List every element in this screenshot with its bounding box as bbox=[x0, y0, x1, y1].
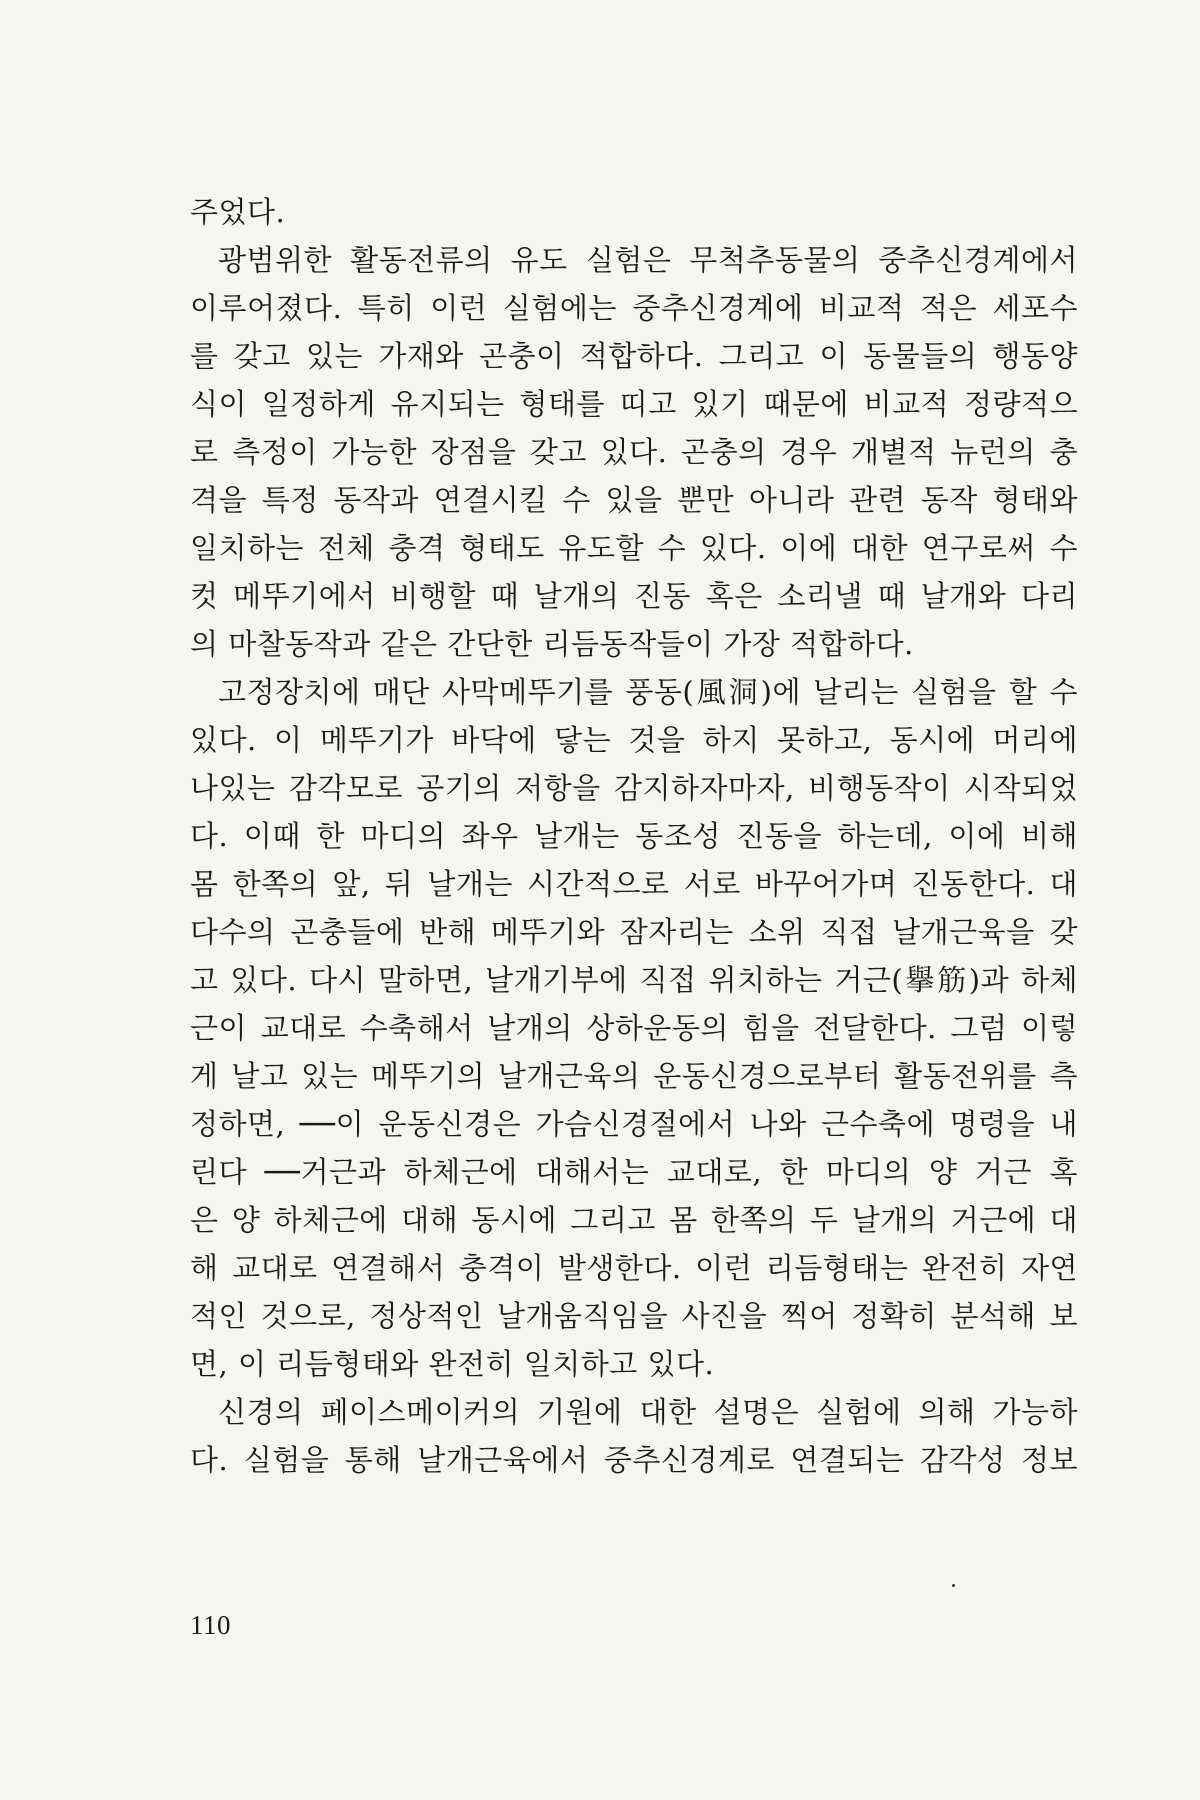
text-line: 근이 교대로 수축해서 날개의 상하운동의 힘을 전달한다. 그럼 이렇 bbox=[190, 1011, 1078, 1045]
text-line: 적인 것으로, 정상적인 날개움직임을 사진을 찍어 정확히 분석해 보 bbox=[190, 1299, 1078, 1333]
text-line: 신경의 페이스메이커의 기원에 대한 설명은 실험에 의해 가능하 bbox=[218, 1395, 1078, 1429]
text-line: 광범위한 활동전류의 유도 실험은 무척추동물의 중추신경계에서 bbox=[218, 243, 1078, 277]
text-line: 격을 특정 동작과 연결시킬 수 있을 뿐만 아니라 관련 동작 형태와 bbox=[190, 483, 1078, 517]
text-line: 면, 이 리듬형태와 완전히 일치하고 있다. bbox=[190, 1347, 715, 1381]
text-line: 의 마찰동작과 같은 간단한 리듬동작들이 가장 적합하다. bbox=[190, 627, 914, 661]
text-line: 다. 이때 한 마디의 좌우 날개는 동조성 진동을 하는데, 이에 비해 bbox=[190, 819, 1078, 853]
text-line: 나있는 감각모로 공기의 저항을 감지하자마자, 비행동작이 시작되었 bbox=[190, 771, 1078, 805]
text-line: 은 양 하체근에 대해 동시에 그리고 몸 한쪽의 두 날개의 거근에 대 bbox=[190, 1203, 1078, 1237]
text-line: 일치하는 전체 충격 형태도 유도할 수 있다. 이에 대한 연구로써 수 bbox=[190, 531, 1078, 565]
ink-speck bbox=[952, 1584, 955, 1587]
text-line: 게 날고 있는 메뚜기의 날개근육의 운동신경으로부터 활동전위를 측 bbox=[190, 1059, 1078, 1093]
page-number: 110 bbox=[190, 1610, 231, 1640]
text-line: 린다 ──거근과 하체근에 대해서는 교대로, 한 마디의 양 거근 혹 bbox=[190, 1155, 1078, 1189]
text-line: 주었다. bbox=[190, 195, 286, 229]
text-line: 고 있다. 다시 말하면, 날개기부에 직접 위치하는 거근(擧筋)과 하체 bbox=[190, 963, 1078, 997]
text-line: 고정장치에 매단 사막메뚜기를 풍동(風洞)에 날리는 실험을 할 수 bbox=[218, 675, 1078, 709]
text-line: 로 측정이 가능한 장점을 갖고 있다. 곤충의 경우 개별적 뉴런의 충 bbox=[190, 435, 1078, 469]
text-line: 다. 실험을 통해 날개근육에서 중추신경계로 연결되는 감각성 정보 bbox=[190, 1443, 1078, 1477]
text-line: 식이 일정하게 유지되는 형태를 띠고 있기 때문에 비교적 정량적으 bbox=[190, 387, 1078, 421]
text-line: 해 교대로 연결해서 충격이 발생한다. 이런 리듬형태는 완전히 자연 bbox=[190, 1251, 1078, 1285]
body-text bbox=[190, 192, 1078, 1488]
text-line: 를 갖고 있는 가재와 곤충이 적합하다. 그리고 이 동물들의 행동양 bbox=[190, 339, 1078, 373]
text-line: 이루어졌다. 특히 이런 실험에는 중추신경계에 비교적 적은 세포수 bbox=[190, 291, 1078, 325]
text-line: 다수의 곤충들에 반해 메뚜기와 잠자리는 소위 직접 날개근육을 갖 bbox=[190, 915, 1078, 949]
text-line: 있다. 이 메뚜기가 바닥에 닿는 것을 하지 못하고, 동시에 머리에 bbox=[190, 723, 1078, 757]
text-line: 컷 메뚜기에서 비행할 때 날개의 진동 혹은 소리낼 때 날개와 다리 bbox=[190, 579, 1078, 613]
text-line: 정하면, ──이 운동신경은 가슴신경절에서 나와 근수축에 명령을 내 bbox=[190, 1107, 1078, 1141]
text-line: 몸 한쪽의 앞, 뒤 날개는 시간적으로 서로 바꾸어가며 진동한다. 대 bbox=[190, 867, 1078, 901]
